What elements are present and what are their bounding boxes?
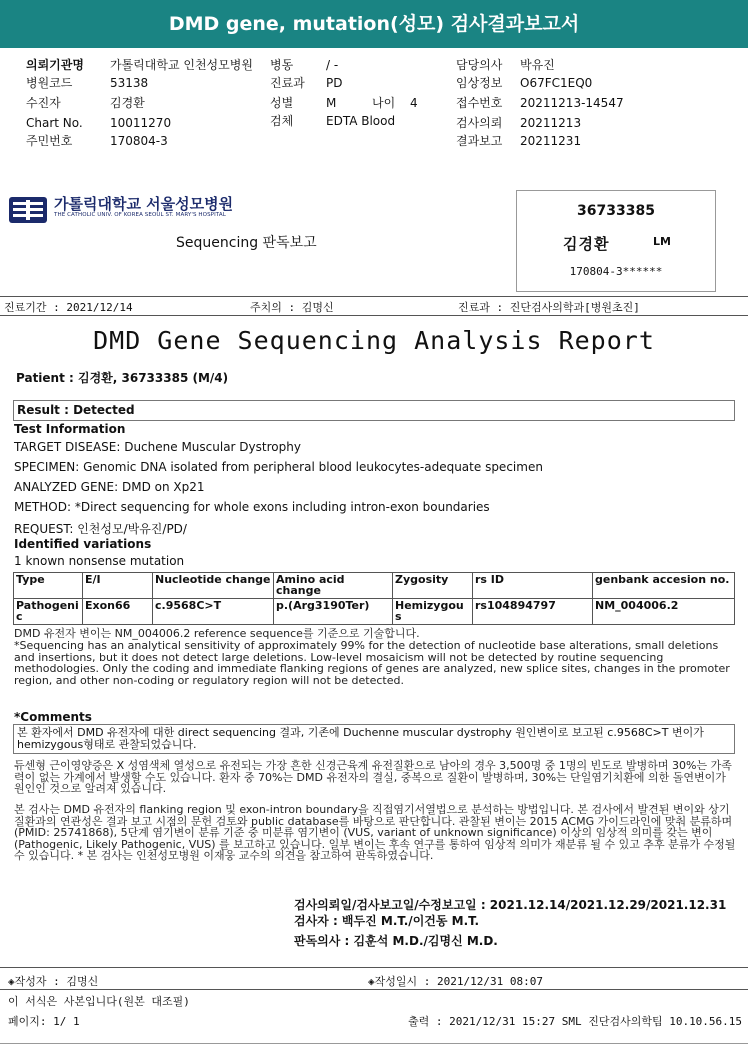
clinical-info-value: O67FC1EQ0 xyxy=(520,76,593,90)
identified-summary: 1 known nonsense mutation xyxy=(14,554,185,568)
department-value: PD xyxy=(326,76,343,90)
meta-top-divider xyxy=(0,296,748,297)
header-rs-id: rs ID xyxy=(473,573,593,599)
hospital-name: 가톨릭대학교 서울성모병원 xyxy=(54,195,234,213)
specimen-value: EDTA Blood xyxy=(326,114,396,128)
doctor-value: 박유진 xyxy=(520,58,555,72)
footer-divider xyxy=(0,967,748,968)
patient-card-name: 김경환 xyxy=(563,235,610,253)
sex-value: M xyxy=(326,96,337,110)
clinical-info-label: 임상정보 xyxy=(456,76,503,90)
page-number: 페이지: 1/ 1 xyxy=(8,1015,80,1028)
header-amino-acid-change: Amino acid change xyxy=(274,573,393,599)
report-date-value: 20211231 xyxy=(520,134,582,148)
age-value: 4 xyxy=(410,96,418,110)
chart-no-value: 10011270 xyxy=(110,116,172,130)
identified-variations-heading: Identified variations xyxy=(14,537,152,551)
chart-no-label: Chart No. xyxy=(26,116,83,130)
target-disease: TARGET DISEASE: Duchene Muscular Dystrophy xyxy=(14,440,301,454)
recipient-label: 수진자 xyxy=(26,96,61,110)
recipient-value: 김경환 xyxy=(110,96,145,110)
rrn-label: 주민번호 xyxy=(26,134,73,148)
institution-value: 가톨릭대학교 인천성모병원 xyxy=(110,58,253,72)
test-info-heading: Test Information xyxy=(14,422,126,436)
meta-bottom-divider xyxy=(0,315,748,316)
ward-label: 병동 xyxy=(270,58,294,72)
institution-label: 의뢰기관명 xyxy=(26,58,84,72)
header-nucleotide-change: Nucleotide change xyxy=(153,573,274,599)
ward-value: / - xyxy=(326,58,339,72)
doctor-label: 담당의사 xyxy=(456,58,503,72)
variant-table-header xyxy=(14,573,735,599)
receipt-no-value: 20211213-14547 xyxy=(520,96,624,110)
request-date-label: 검사의뢰 xyxy=(456,116,503,130)
comments-paragraph-1: 듀센형 근이영양증은 X 성염색체 열성으로 유전되는 가장 흔한 신경근육계 유전질환으로 남아의 경우 3,500명 중 1명의 빈도로 발병하며 30%는 가족력이 없는 가계에서 발생할 수도 있습니다. 환자 중 70%는 DMD 유전자의 결실, 중복으로 질환이 발병하며, 30%는 단일염기치환에 의한 돌연변이가 원인인 것으로 알려져 있습니다. xyxy=(14,759,732,795)
hospital-code-value: 53138 xyxy=(110,76,149,90)
comments-heading: *Comments xyxy=(14,710,92,724)
comments-paragraph-2: 본 검사는 DMD 유전자의 flanking region 및 exon-intron boundary을 직접염기서열법으로 분석하는 방법입니다. 본 검사에서 발견된 변이와 상기 질환과의 연관성은 결과 보고 시점의 문헌 검토와 public database를 바탕으로 판단합니다. 관찰된 변이는 2015 ACMG 가이드라인에 맞춰 분류하며 (PMID: 25741868), 5단계 염기변이 분류 기준 중 미분류 염기변이 (VUS, variant of unknown significance) 이상의 임상적 의미를 갖는 변이 (Pathogenic, Likely Pathogenic, VUS) 를 보고하고 있습니다. 일부 변이는 후속 연구를 통하여 임상적 의미가 재분류 될 수 있고 추후 분류가 수정될 수 있습니다. * 본 검사는 인천성모병원 이재웅 교수의 의견을 참고하여 판독하였습니다. xyxy=(14,803,736,862)
attending-physician: 주치의 : 김명신 xyxy=(250,301,334,314)
rrn-value: 170804-3 xyxy=(110,134,168,148)
header-zygosity: Zygosity xyxy=(393,573,473,599)
result-box: Result : Detected xyxy=(13,400,735,421)
variant-table xyxy=(13,572,735,625)
cell-type: Pathogenic xyxy=(14,599,83,625)
request-date-value: 20211213 xyxy=(520,116,582,130)
print-info: 출력 : 2021/12/31 15:27 SML 진단검사의학팀 10.10.56.15 xyxy=(408,1015,743,1028)
comments-box: 본 환자에서 DMD 유전자에 대한 direct sequencing 결과, 기존에 Duchenne muscular dystrophy 원인변이로 보고된 c.9568C>T 변이가 hemizygous형태로 관찰되었습니다. xyxy=(13,724,735,754)
request-info: REQUEST: 인천성모/박유진/PD/ xyxy=(14,522,187,536)
specimen-info: SPECIMEN: Genomic DNA isolated from peripheral blood leukocytes-adequate specimen xyxy=(14,460,543,474)
footer-written-at: ◈작성일시 : 2021/12/31 08:07 xyxy=(368,975,543,988)
visit-date: 진료기간 : 2021/12/14 xyxy=(4,301,133,314)
testers: 검사자 : 백두진 M.T./이건동 M.T. xyxy=(294,914,480,928)
cell-amino-acid-change: p.(Arg3190Ter) xyxy=(274,599,393,625)
analyzed-gene: ANALYZED GENE: DMD on Xp21 xyxy=(14,480,205,494)
cell-zygosity: Hemizygous xyxy=(393,599,473,625)
report-title: DMD Gene Sequencing Analysis Report xyxy=(93,326,655,355)
sensitivity-note: *Sequencing has an analytical sensitivity of approximately 99% for the detection of nucleotide base alterations, small deletions and insertions, but it does not detect large deletions. Low-level mosaicism will not be detected by routine sequencing methodologies. Only the coding and immediate flanking regions of genes are analyzed, new splice sites, changes in the promoter region, and other non-coding or regulatory region will not be detected. xyxy=(14,639,730,687)
specimen-label: 검체 xyxy=(270,114,294,128)
receipt-no-label: 접수번호 xyxy=(456,96,503,110)
hospital-subtitle: THE CATHOLIC UNIV. OF KOREA SEOUL ST. MARY'S HOSPITAL xyxy=(54,212,226,218)
patient-card xyxy=(516,190,716,292)
cell-nucleotide-change: c.9568C>T xyxy=(153,599,274,625)
page-bottom-divider xyxy=(0,1043,748,1044)
report-date-label: 결과보고 xyxy=(456,134,503,148)
readers: 판독의사 : 김훈석 M.D./김명신 M.D. xyxy=(294,934,498,948)
patient-card-id: 36733385 xyxy=(577,203,655,219)
sequencing-report-label: Sequencing 판독보고 xyxy=(176,235,317,251)
hospital-code-label: 병원코드 xyxy=(26,76,73,90)
cell-exon-intron: Exon66 xyxy=(83,599,153,625)
copy-note: 이 서식은 사본입니다(원본 대조필) xyxy=(8,995,190,1008)
institution-row xyxy=(26,56,84,74)
meta-department: 진료과 : 진단검사의학과[병원초진] xyxy=(458,301,640,314)
footer-divider-2 xyxy=(0,989,748,990)
reference-note: DMD 유전자 변이는 NM_004006.2 reference sequence를 기준으로 기술합니다. xyxy=(14,627,420,640)
table-row xyxy=(14,599,735,625)
patient-card-sex-code: LM xyxy=(653,235,671,248)
header-type: Type xyxy=(14,573,83,599)
cell-rs-id: rs104894797 xyxy=(473,599,593,625)
header-exon-intron: E/I xyxy=(83,573,153,599)
sex-label: 성별 xyxy=(270,96,294,110)
age-label: 나이 xyxy=(372,96,396,110)
department-label: 진료과 xyxy=(270,76,305,90)
footer-author: ◈작성자 : 김명신 xyxy=(8,975,99,988)
hospital-logo-icon xyxy=(8,196,48,224)
method-info: METHOD: *Direct sequencing for whole exons including intron-exon boundaries xyxy=(14,500,490,514)
report-banner-title: DMD gene, mutation(성모) 검사결과보고서 xyxy=(0,0,748,48)
patient-card-rrn: 170804-3****** xyxy=(569,265,663,278)
header-genbank-accession: genbank accesion no. xyxy=(593,573,735,599)
report-dates: 검사의뢰일/검사보고일/수정보고일 : 2021.12.14/2021.12.29/2021.12.31 xyxy=(294,898,727,912)
patient-line: Patient : 김경환, 36733385 (M/4) xyxy=(16,371,229,385)
cell-genbank-accession: NM_004006.2 xyxy=(593,599,735,625)
